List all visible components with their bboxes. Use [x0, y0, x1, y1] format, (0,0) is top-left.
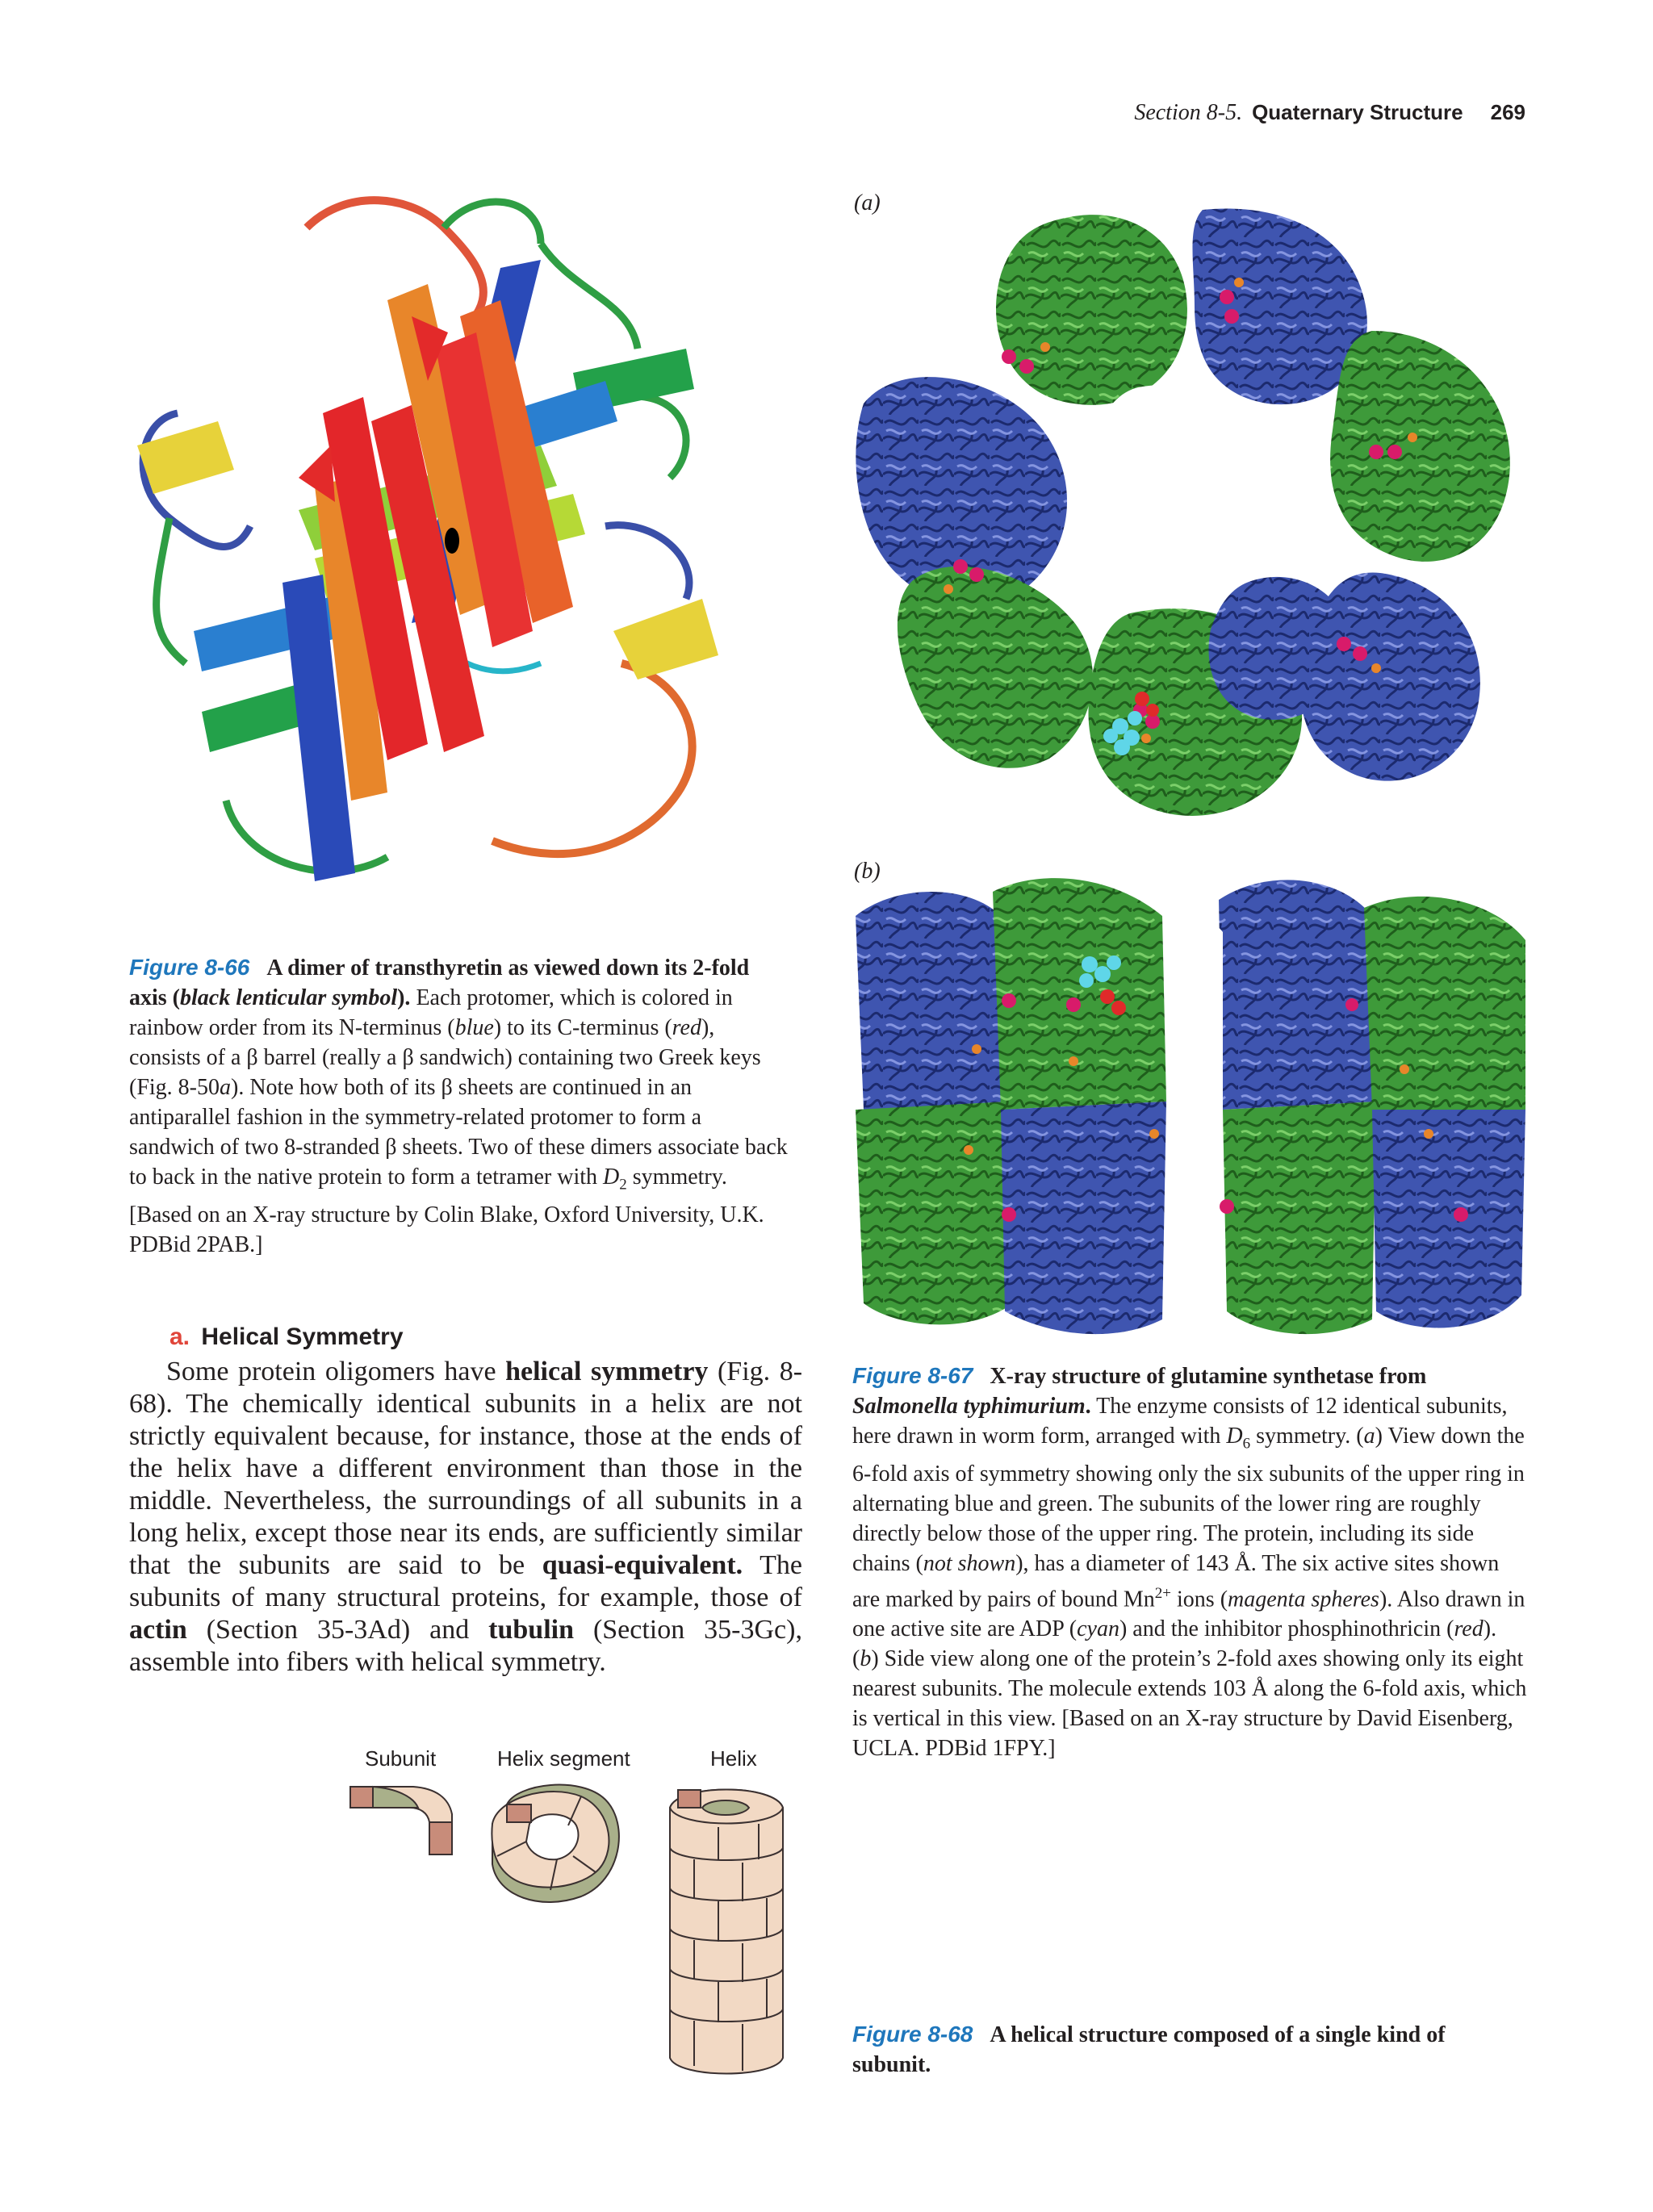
helix-segment-shape	[492, 1785, 618, 1902]
section-title: Helical Symmetry	[201, 1323, 404, 1350]
caption-text: ). Note how both of its β sheets are continued in an antiparallel fashion in the symmetry-related protomer to form a sandwich of two 8-stranded β sheets. Two of these dimers associate back to back in the native protein to form a tetramer with	[129, 1075, 788, 1190]
header-title: Quaternary Structure	[1252, 100, 1463, 124]
figure-8-67-panel-a-label: (a)	[854, 190, 881, 215]
label-subunit: Subunit	[365, 1746, 437, 1771]
caption-text: ). Also drawn in one active site are ADP (	[852, 1586, 1525, 1641]
caption-text: ) to its C-terminus (	[493, 1015, 672, 1040]
caption-term: cyan	[1077, 1616, 1119, 1641]
caption-term: red	[1454, 1616, 1484, 1641]
body-term: actin	[129, 1615, 187, 1645]
header-section: Section 8-5.	[1134, 100, 1243, 125]
section-body	[129, 1356, 802, 1679]
section-heading	[169, 1323, 404, 1351]
body-term: quasi-equivalent.	[542, 1550, 743, 1580]
caption-title-emphasis: black lenticular symbol	[180, 985, 398, 1010]
two-fold-axis-symbol	[445, 528, 459, 554]
caption-text: ), has a diameter of 143 Å. The six active sites shown are marked by pairs of bound Mn	[852, 1550, 1500, 1612]
label-helix-segment: Helix segment	[497, 1746, 630, 1771]
label-helix: Helix	[710, 1746, 757, 1771]
body-text: (Section 35-3Gc), assemble into fibers with helical symmetry.	[129, 1615, 802, 1677]
caption-term: blue	[454, 1015, 494, 1040]
caption-term: a	[220, 1075, 231, 1100]
body-text: The subunits of many structural proteins, for example, those of	[129, 1550, 802, 1612]
caption-subscript: 6	[1242, 1435, 1251, 1453]
figure-8-68-caption	[852, 2019, 1527, 2080]
figure-8-66-label: Figure 8-66	[129, 955, 250, 980]
caption-title-end: .	[1085, 1394, 1091, 1419]
figure-8-68-diagram	[339, 1775, 823, 2082]
figure-8-67-caption	[852, 1361, 1527, 1763]
running-header	[1106, 100, 1525, 126]
caption-text: The enzyme consists of 12 identical subunits, here drawn in worm form, arranged with	[852, 1394, 1508, 1449]
caption-subscript: 2	[619, 1176, 627, 1194]
caption-superscript: 2+	[1154, 1584, 1172, 1602]
caption-term: b	[860, 1645, 872, 1671]
caption-text: ) View down the 6-fold axis of symmetry showing only the six subunits of the upper ring in alternating blue and green. The subunits of the lower ring are roughly directly below those of the upper ring. The protein, including its side chains (	[852, 1424, 1525, 1576]
figure-8-67-panel-b-label: (b)	[854, 859, 881, 884]
caption-text: ions (	[1171, 1586, 1228, 1612]
caption-term: a	[1363, 1424, 1375, 1449]
transthyretin-ribbon-illustration	[121, 179, 783, 905]
caption-term: D	[603, 1165, 620, 1190]
body-text: (Section 35-3Ad) and	[186, 1615, 489, 1645]
page-number: 269	[1490, 100, 1525, 124]
caption-term: not shown	[923, 1550, 1016, 1576]
caption-title: A dimer of transthyretin as viewed down its 2-fold axis (	[129, 955, 750, 1010]
figure-8-66-image	[121, 179, 783, 905]
caption-title-end: ).	[397, 985, 411, 1010]
caption-text: Each protomer, which is colored in rainbow order from its N-terminus (	[129, 985, 733, 1040]
glutamine-synthetase-side-view	[847, 868, 1534, 1344]
caption-text: ) and the inhibitor phosphinothricin (	[1119, 1616, 1454, 1641]
body-term: helical symmetry	[505, 1357, 709, 1386]
caption-term: magenta spheres	[1228, 1586, 1379, 1612]
caption-text: ), consists of a β barrel (really a β sandwich) containing two Greek keys (Fig. 8-50	[129, 1015, 761, 1100]
figure-8-68-title: A helical structure composed of a single kind of subunit.	[852, 2022, 1446, 2077]
helix-assembly-diagram	[339, 1775, 823, 2082]
body-term: tubulin	[488, 1615, 574, 1645]
body-text: Some protein oligomers have	[166, 1357, 506, 1386]
caption-title: X-ray structure of glutamine synthetase from	[990, 1364, 1427, 1389]
caption-text: symmetry. (	[1250, 1424, 1364, 1449]
figure-8-67-label: Figure 8-67	[852, 1363, 973, 1388]
caption-text: ). (	[852, 1616, 1497, 1671]
figure-8-68-label: Figure 8-68	[852, 2022, 973, 2047]
figure-8-67-panel-b-image	[847, 868, 1534, 1344]
body-text: (Fig. 8-68). The chemically identical subunits in a helix are not strictly equivalent because, for instance, those at the ends of the helix have a different environment than those in the middle. Nevertheless, the surroundings of all subunits in a long helix, except those near its ends, are sufficiently similar that the subunits are said to be	[129, 1357, 803, 1580]
caption-term: D	[1226, 1424, 1243, 1449]
caption-term: red	[672, 1015, 701, 1040]
figure-8-67-panel-a-image	[847, 202, 1534, 839]
caption-text: ) Side view along one of the protein’s 2-fold axes showing only its eight nearest subunits. The molecule extends 103 Å along the 6-fold axis, which is vertical in this view. [Based on an X-ray structure by David Eisenberg, UCLA. PDBid 1FPY.]	[852, 1645, 1527, 1761]
caption-text: symmetry. [Based on an X-ray structure by Colin Blake, Oxford University, U.K. PDBid 2PAB.]	[129, 1165, 764, 1257]
section-letter: a.	[169, 1323, 190, 1350]
glutamine-synthetase-top-view	[847, 202, 1534, 839]
caption-species: Salmonella typhimurium	[852, 1394, 1086, 1419]
helix-column-shape	[670, 1790, 783, 2074]
subunit-shape	[350, 1787, 452, 1854]
figure-8-66-caption	[129, 952, 791, 1260]
